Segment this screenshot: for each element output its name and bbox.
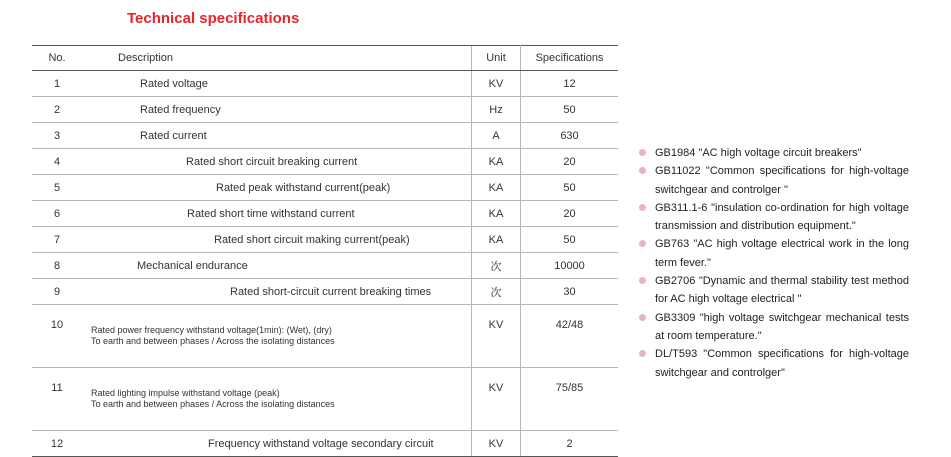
row-description: Rated power frequency withstand voltage(1min): (Wet), (dry) To earth and between phases / Across the isolating distances xyxy=(82,305,472,368)
row-unit: Hz xyxy=(472,97,521,123)
header-no: No. xyxy=(32,46,82,71)
row-spec: 30 xyxy=(521,279,619,305)
row-spec: 50 xyxy=(521,175,619,201)
row-description: Rated lighting impulse withstand voltage (peak) To earth and between phases / Across the isolating distances xyxy=(82,368,472,431)
list-item: DL/T593 "Common specifications for high-voltage switchgear and controlger" xyxy=(637,345,909,382)
row-spec: 12 xyxy=(521,71,619,97)
table-row xyxy=(32,305,618,368)
list-item: GB1984 "AC high voltage circuit breakers" xyxy=(637,144,909,162)
page-title: Technical specifications xyxy=(127,10,300,27)
row-no: 9 xyxy=(32,279,82,305)
table-row xyxy=(32,227,618,253)
row-spec: 75/85 xyxy=(521,368,619,431)
list-item: GB11022 "Common specifications for high-voltage switchgear and controlger " xyxy=(637,162,909,199)
row-description: Rated short-circuit current breaking times xyxy=(82,279,472,305)
row-spec: 10000 xyxy=(521,253,619,279)
row-no: 7 xyxy=(32,227,82,253)
row-description: Rated voltage xyxy=(82,71,472,97)
header-specifications: Specifications xyxy=(521,46,619,71)
row-unit: KA xyxy=(472,227,521,253)
row-no: 4 xyxy=(32,149,82,175)
table-header-row xyxy=(32,46,618,71)
row-no: 10 xyxy=(32,305,82,368)
row-description: Rated current xyxy=(82,123,472,149)
row-unit: KV xyxy=(472,431,521,457)
header-unit: Unit xyxy=(472,46,521,71)
list-item: GB2706 "Dynamic and thermal stability test method for AC high voltage electrical " xyxy=(637,272,909,309)
row-no: 12 xyxy=(32,431,82,457)
row-unit: KV xyxy=(472,368,521,431)
row-unit: KA xyxy=(472,175,521,201)
row-unit: A xyxy=(472,123,521,149)
row-spec: 2 xyxy=(521,431,619,457)
table-row xyxy=(32,123,618,149)
table-row xyxy=(32,279,618,305)
row-unit: KA xyxy=(472,201,521,227)
standards-list xyxy=(637,144,909,382)
row-unit: KA xyxy=(472,149,521,175)
table-row xyxy=(32,71,618,97)
row-no: 1 xyxy=(32,71,82,97)
bullet-icon xyxy=(639,149,646,156)
list-item: GB311.1-6 "insulation co-ordination for high voltage transmission and distribution equipment." xyxy=(637,199,909,236)
row-description: Rated peak withstand current(peak) xyxy=(82,175,472,201)
header-description: Description xyxy=(82,46,472,71)
table-row xyxy=(32,97,618,123)
bullet-icon xyxy=(639,167,646,174)
row-description: Frequency withstand voltage secondary circuit xyxy=(82,431,472,457)
bullet-icon xyxy=(639,204,646,211)
row-spec: 50 xyxy=(521,227,619,253)
row-unit: KV xyxy=(472,71,521,97)
spec-table xyxy=(32,45,618,457)
row-unit: 次 xyxy=(472,279,521,305)
row-description: Rated short time withstand current xyxy=(82,201,472,227)
row-spec: 630 xyxy=(521,123,619,149)
row-no: 6 xyxy=(32,201,82,227)
row-description: Rated short circuit making current(peak) xyxy=(82,227,472,253)
table-row xyxy=(32,201,618,227)
row-description: Rated frequency xyxy=(82,97,472,123)
list-item: GB763 "AC high voltage electrical work in the long term fever." xyxy=(637,235,909,272)
list-item: GB3309 "high voltage switchgear mechanical tests at room temperature." xyxy=(637,309,909,346)
bullet-icon xyxy=(639,277,646,284)
bullet-icon xyxy=(639,240,646,247)
row-spec: 42/48 xyxy=(521,305,619,368)
row-spec: 20 xyxy=(521,149,619,175)
row-no: 5 xyxy=(32,175,82,201)
row-spec: 20 xyxy=(521,201,619,227)
row-no: 11 xyxy=(32,368,82,431)
row-description: Mechanical endurance xyxy=(82,253,472,279)
bullet-icon xyxy=(639,314,646,321)
row-no: 8 xyxy=(32,253,82,279)
bullet-icon xyxy=(639,350,646,357)
row-description: Rated short circuit breaking current xyxy=(82,149,472,175)
row-spec: 50 xyxy=(521,97,619,123)
row-unit: KV xyxy=(472,305,521,368)
table-row xyxy=(32,368,618,431)
row-unit: 次 xyxy=(472,253,521,279)
table-row xyxy=(32,253,618,279)
table-row xyxy=(32,149,618,175)
row-no: 2 xyxy=(32,97,82,123)
row-no: 3 xyxy=(32,123,82,149)
table-row xyxy=(32,175,618,201)
